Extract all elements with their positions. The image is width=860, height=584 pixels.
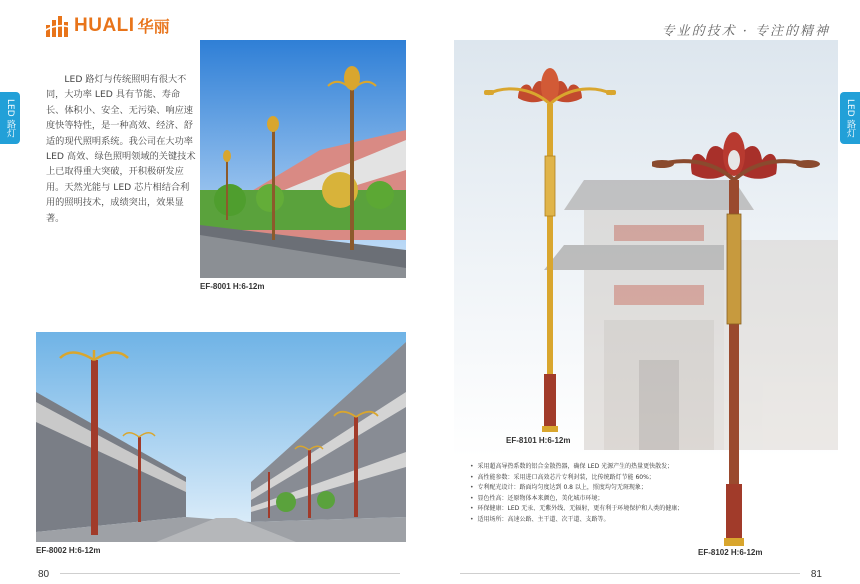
brand-name-en: HUALI <box>74 14 135 36</box>
brand-name-cn: 华丽 <box>137 17 170 36</box>
pole-ef8101 <box>484 56 624 436</box>
right-page <box>430 0 860 584</box>
page-number-left: 80 <box>38 569 50 580</box>
feature-item: • 环保健康：LED 无汞、无紫外线、无辐射，更有利于环境保护和人类的健康； <box>470 504 730 515</box>
photo-ef8001 <box>200 40 406 278</box>
feature-item: • 采用超高导热系数的铝合金散热器，确保 LED 光源产生的热量更快散发； <box>470 462 730 473</box>
feature-item: • 高性能参数：采用进口高效芯片专利封装，比传统路灯节能 60%； <box>470 473 730 484</box>
intro-text: LED 路灯与传统照明有很大不同，大功率 LED 具有节能、寿命长、体积小、安全、无污染、响应速度快等特性，是一种高效、经济、舒适的现代照明系统。我公司在大功率 LED 高效、绿色照明领域的关键技术上已取得重大突破，开积极研发应用。天然光能与 LED 芯片相结合利用的照明技术，成绩突出，效果显著。 <box>46 74 196 224</box>
footer-line-right <box>460 573 800 574</box>
logo-mark-icon <box>44 15 70 37</box>
caption-ef8102: EF-8102 H:6-12m <box>698 548 763 557</box>
slogan: 专业的技术 · 专注的精神 <box>661 24 830 39</box>
footer-line-left <box>60 573 400 574</box>
side-tab-left: LED 路灯 <box>0 92 20 144</box>
feature-item: • 显色性高：还原物体本来颜色，美化城市环境； <box>470 494 730 505</box>
brand-logo <box>44 14 170 37</box>
street-scene-2 <box>36 332 406 542</box>
photo-ef8002 <box>36 332 406 542</box>
caption-ef8001: EF-8001 H:6-12m <box>200 282 265 291</box>
feature-item: • 专利配光设计：路面均匀度达到 0.8 以上，照度均匀无斑现象； <box>470 483 730 494</box>
feature-item: • 适用场所：高速公路、主干道、次干道、支路等。 <box>470 515 730 526</box>
caption-ef8101: EF-8101 H:6-12m <box>506 436 571 445</box>
caption-ef8002: EF-8002 H:6-12m <box>36 546 101 555</box>
street-scene-1 <box>200 40 406 278</box>
side-tab-right: LED 路灯 <box>840 92 860 144</box>
feature-list <box>470 462 730 526</box>
page-number-right: 81 <box>810 569 822 580</box>
